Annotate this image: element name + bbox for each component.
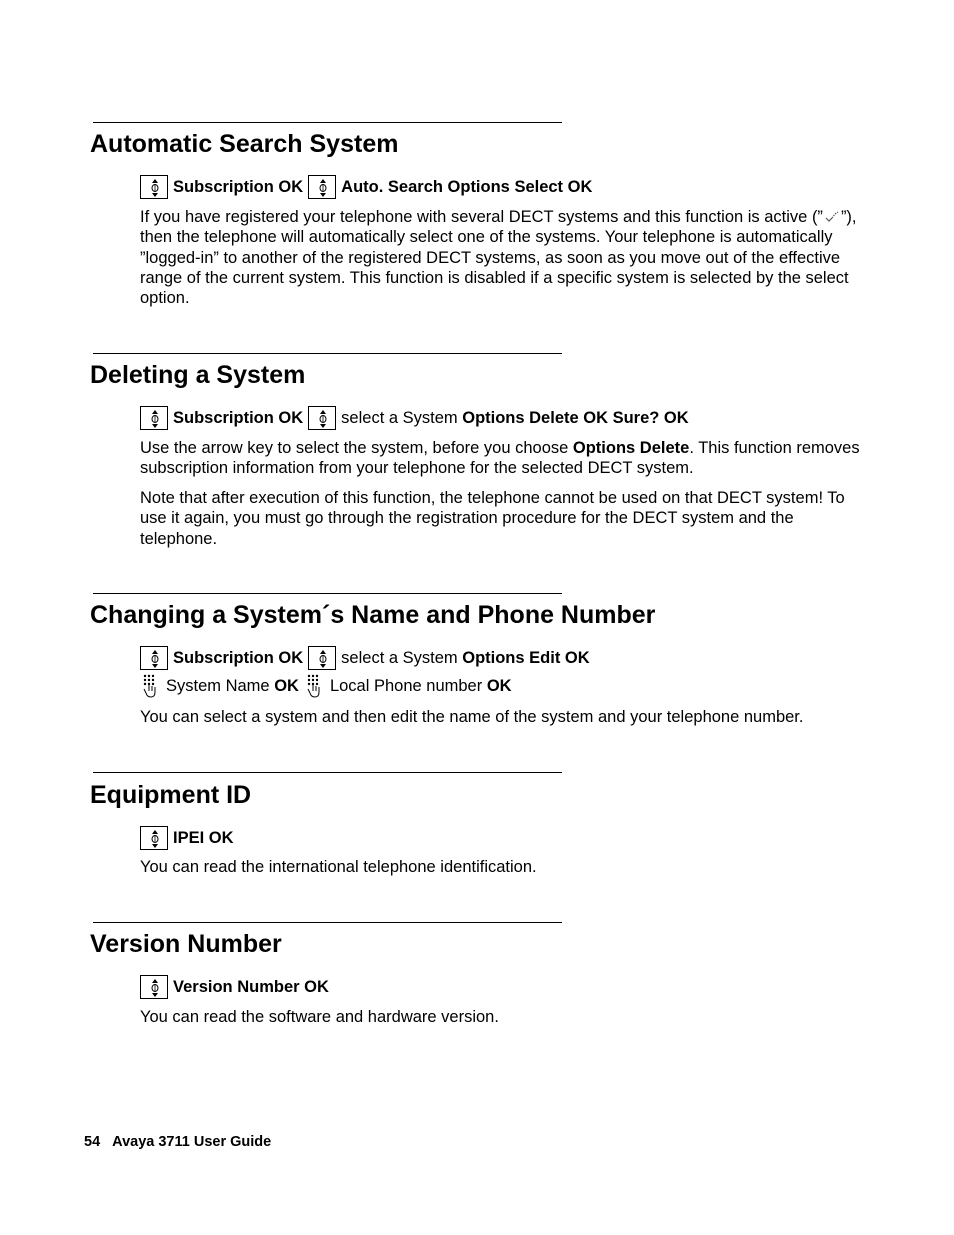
- section-heading-auto-search: Automatic Search System: [90, 130, 399, 158]
- section-divider: [93, 593, 562, 594]
- navigation-key-icon: [140, 175, 168, 199]
- navigation-key-icon: [308, 646, 336, 670]
- command-sequence-auto-search: Subscription OK Auto. Search Options Select OK: [140, 174, 592, 200]
- navigation-key-icon: [140, 975, 168, 999]
- section-heading-deleting: Deleting a System: [90, 361, 306, 389]
- paragraph-equipment: You can read the international telephone identification.: [140, 858, 537, 876]
- paragraph-deleting-1: Use the arrow key to select the system, before you choose Options Delete. This function removes subscription information from your telephone for the selected DECT system.: [140, 439, 860, 478]
- section-heading-version: Version Number: [90, 930, 282, 958]
- command-sequence-changing-1: Subscription OK select a System Options Edit OK: [140, 645, 590, 671]
- command-sequence-deleting: Subscription OK select a System Options Delete OK Sure? OK: [140, 405, 689, 431]
- navigation-key-icon: [140, 646, 168, 670]
- paragraph-auto-search: If you have registered your telephone with several DECT systems and this function is active (” ”), then the telephone will automatically select one of the systems. Your telephone is automatically ”logged-in” to another of the registered DECT systems, as soon as you move out of the effective range of the current system. This function is disabled if a specific system is selected by the select option.: [140, 208, 857, 308]
- navigation-key-icon: [308, 175, 336, 199]
- guide-title: Avaya 3711 User Guide: [112, 1134, 272, 1150]
- section-divider: [93, 922, 562, 923]
- navigation-key-icon: [140, 826, 168, 850]
- keypad-icon: [140, 673, 160, 699]
- navigation-key-icon: [140, 406, 168, 430]
- paragraph-changing: You can select a system and then edit the name of the system and your telephone number.: [140, 708, 804, 726]
- paragraph-version: You can read the software and hardware version.: [140, 1008, 499, 1026]
- section-divider: [93, 772, 562, 773]
- paragraph-deleting-2: Note that after execution of this function, the telephone cannot be used on that DECT system! To use it again, you must go through the registration procedure for the DECT system and the telephone.: [140, 489, 845, 548]
- section-heading-changing: Changing a System´s Name and Phone Number: [90, 601, 656, 629]
- command-sequence-version: Version Number OK: [140, 974, 329, 1000]
- section-heading-equipment: Equipment ID: [90, 781, 252, 809]
- command-sequence-changing-2: System Name OK Local Phone number OK: [140, 673, 512, 699]
- section-divider: [93, 122, 562, 123]
- keypad-icon: [304, 673, 324, 699]
- page-footer: [84, 1134, 283, 1150]
- section-divider: [93, 353, 562, 354]
- navigation-key-icon: [308, 406, 336, 430]
- auto-search-indicator-icon: [823, 210, 841, 224]
- page-number: 54: [84, 1134, 101, 1150]
- command-sequence-equipment: IPEI OK: [140, 825, 234, 851]
